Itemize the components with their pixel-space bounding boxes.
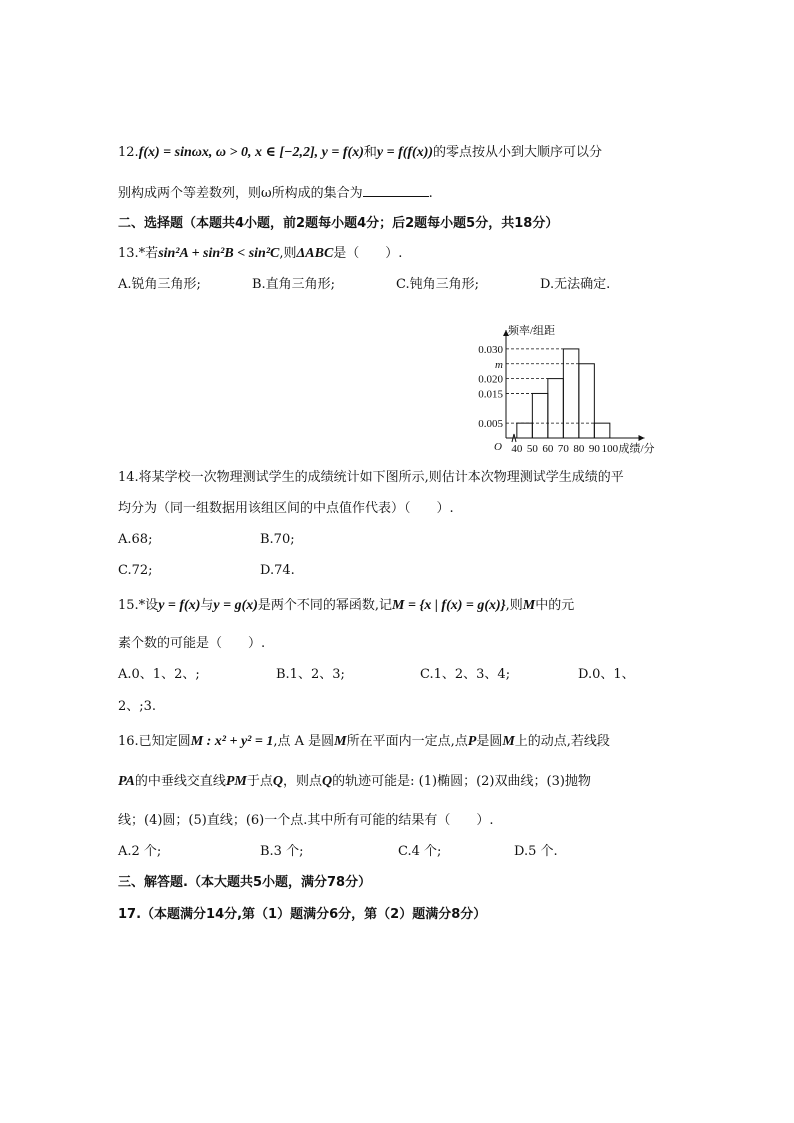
q15-tail: 中的元: [535, 598, 575, 613]
x-tick-label: 60: [542, 443, 554, 455]
histogram-bars: [506, 349, 610, 438]
q16-text-b1: 的中垂线交直线: [134, 774, 226, 789]
q16-pm-math: PM: [225, 774, 247, 789]
q15-f-math: y = f(x): [158, 598, 201, 613]
q15-line1: [118, 597, 574, 615]
y-tick-label: 0.005: [478, 418, 503, 431]
q14-option-b[interactable]: B.70;: [260, 532, 295, 547]
q13-option-a[interactable]: A.锐角三角形;: [118, 277, 201, 292]
score-histogram: [470, 322, 700, 462]
x-tick-label: 100: [601, 443, 619, 455]
q12-conjunction: 和: [363, 145, 377, 160]
q13-triangle-math: ΔABC: [296, 246, 334, 261]
q16-text-b4: 的轨迹可能是: (1)椭圆；(2)双曲线；(3)抛物: [332, 774, 591, 789]
q15-option-a[interactable]: A.0、1、2、;: [118, 667, 200, 682]
q13-then: ,则: [279, 246, 297, 261]
q16-option-a[interactable]: A.2 个;: [118, 844, 162, 859]
q13-option-b[interactable]: B.直角三角形;: [252, 277, 336, 292]
q12-line2: [118, 184, 433, 203]
histogram-bar: [548, 379, 564, 438]
q15-option-c[interactable]: C.1、2、3、4;: [420, 667, 511, 682]
q15-number: 15.*设: [118, 598, 159, 613]
x-axis-arrow: [639, 435, 645, 441]
q14-line2: 均分为（同一组数据用该组区间的中点值作代表）（ ）.: [118, 501, 454, 516]
q16-p-math: P: [467, 734, 477, 749]
x-axis-label: 成绩/分: [618, 443, 655, 455]
section3-heading: 三、解答题.（本大题共5小题，满分78分）: [118, 875, 372, 890]
q16-m-math-1: M: [334, 734, 347, 749]
q12-function-math: f(x) = sinωx, ω > 0, x ∈ [−2,2], y = f(x): [138, 145, 364, 160]
q16-text-b3: ，则点: [283, 774, 323, 789]
q15-then: ,则: [505, 598, 523, 613]
q15-desc: 是两个不同的幂函数,记: [257, 598, 393, 613]
histogram-bar: [579, 364, 595, 438]
q13-stem: [118, 245, 402, 263]
q14-option-d[interactable]: D.74.: [260, 563, 295, 578]
q16-text-b2: 于点: [246, 774, 273, 789]
q16-q-math-1: Q: [272, 774, 284, 789]
q16-text-a3: 是圆: [476, 734, 503, 749]
q15-and: 与: [200, 598, 214, 613]
q16-number: 16.已知定圆: [118, 734, 191, 749]
q13-inequality-math: sin²A + sin²B < sin²C: [158, 246, 280, 261]
q13-number: 13.*若: [118, 246, 159, 261]
q16-line1: [118, 733, 610, 751]
q16-text-a4: 上的动点,若线段: [514, 734, 610, 749]
y-tick-label: m: [495, 358, 503, 371]
q16-option-d[interactable]: D.5 个.: [514, 844, 558, 859]
x-tick-label: 50: [526, 443, 538, 455]
q16-line3: 线；(4)圆；(5)直线；(6)一个点.其中所有可能的结果有（ ）.: [118, 813, 494, 828]
q15-option-d-wrap: 2、;3.: [118, 699, 157, 714]
q12-composite-math: y = f(f(x)): [376, 145, 434, 160]
q15-set-math: M = {x | f(x) = g(x)}: [392, 598, 506, 613]
q14-line1: 14.将某学校一次物理测试学生的成绩统计如下图所示,则估计本次物理测试学生成绩的平: [118, 470, 624, 485]
q15-line2: 素个数的可能是（ ）.: [118, 636, 266, 651]
section2-heading: 二、选择题（本题共4小题，前2题每小题4分；后2题每小题5分，共18分）: [118, 216, 559, 231]
y-tick-label: 0.015: [478, 388, 503, 401]
q15-option-b[interactable]: B.1、2、3;: [276, 667, 345, 682]
histogram-labels: [478, 323, 654, 455]
histogram-bar: [517, 423, 533, 438]
q12-text-tail: 的零点按从小到大顺序可以分: [433, 145, 603, 160]
q16-option-b[interactable]: B.3 个;: [260, 844, 304, 859]
histogram-bar: [532, 393, 548, 438]
q13-option-c[interactable]: C.钝角三角形;: [396, 277, 479, 292]
q16-text-a1: ,点 A 是圆: [273, 734, 335, 749]
q16-q-math-2: Q: [322, 774, 333, 789]
q12-period: .: [428, 186, 433, 201]
q12-number: 12.: [118, 145, 139, 160]
q16-m-math-2: M: [502, 734, 515, 749]
x-tick-label: 90: [588, 443, 600, 455]
q16-text-a2: 所在平面内一定点,点: [346, 734, 468, 749]
q14-option-c[interactable]: C.72;: [118, 563, 153, 578]
histogram-axes: [503, 330, 645, 442]
q13-stem-tail: 是（ ）.: [333, 246, 403, 261]
histogram-bar: [594, 423, 610, 438]
y-tick-label: 0.030: [478, 343, 503, 356]
q12-answer-blank[interactable]: [363, 184, 429, 197]
q15-g-math: y = g(x): [213, 598, 258, 613]
histogram-bar: [563, 349, 579, 438]
x-tick-label: 70: [557, 443, 569, 455]
origin-label: O: [494, 441, 502, 453]
q15-m-math: M: [522, 598, 536, 613]
y-axis-label: 频率/组距: [508, 325, 556, 337]
q17-heading: 17.（本题满分14分,第（1）题满分6分，第（2）题满分8分）: [118, 907, 487, 922]
q13-option-d[interactable]: D.无法确定.: [540, 277, 611, 292]
y-tick-label: 0.020: [478, 373, 503, 386]
q14-option-a[interactable]: A.68;: [118, 532, 153, 547]
q16-circle-math: M : x² + y² = 1: [190, 734, 274, 749]
x-tick-label: 80: [573, 443, 585, 455]
q16-option-c[interactable]: C.4 个;: [398, 844, 442, 859]
q12-line1: [118, 144, 602, 162]
q12-text-line2: 别构成两个等差数列，则ω所构成的集合为: [118, 186, 363, 201]
x-tick-label: 40: [511, 443, 523, 455]
q16-pa-math: PA: [118, 774, 135, 789]
q16-line2: [118, 773, 591, 791]
q15-option-d[interactable]: D.0、1、: [578, 667, 635, 682]
